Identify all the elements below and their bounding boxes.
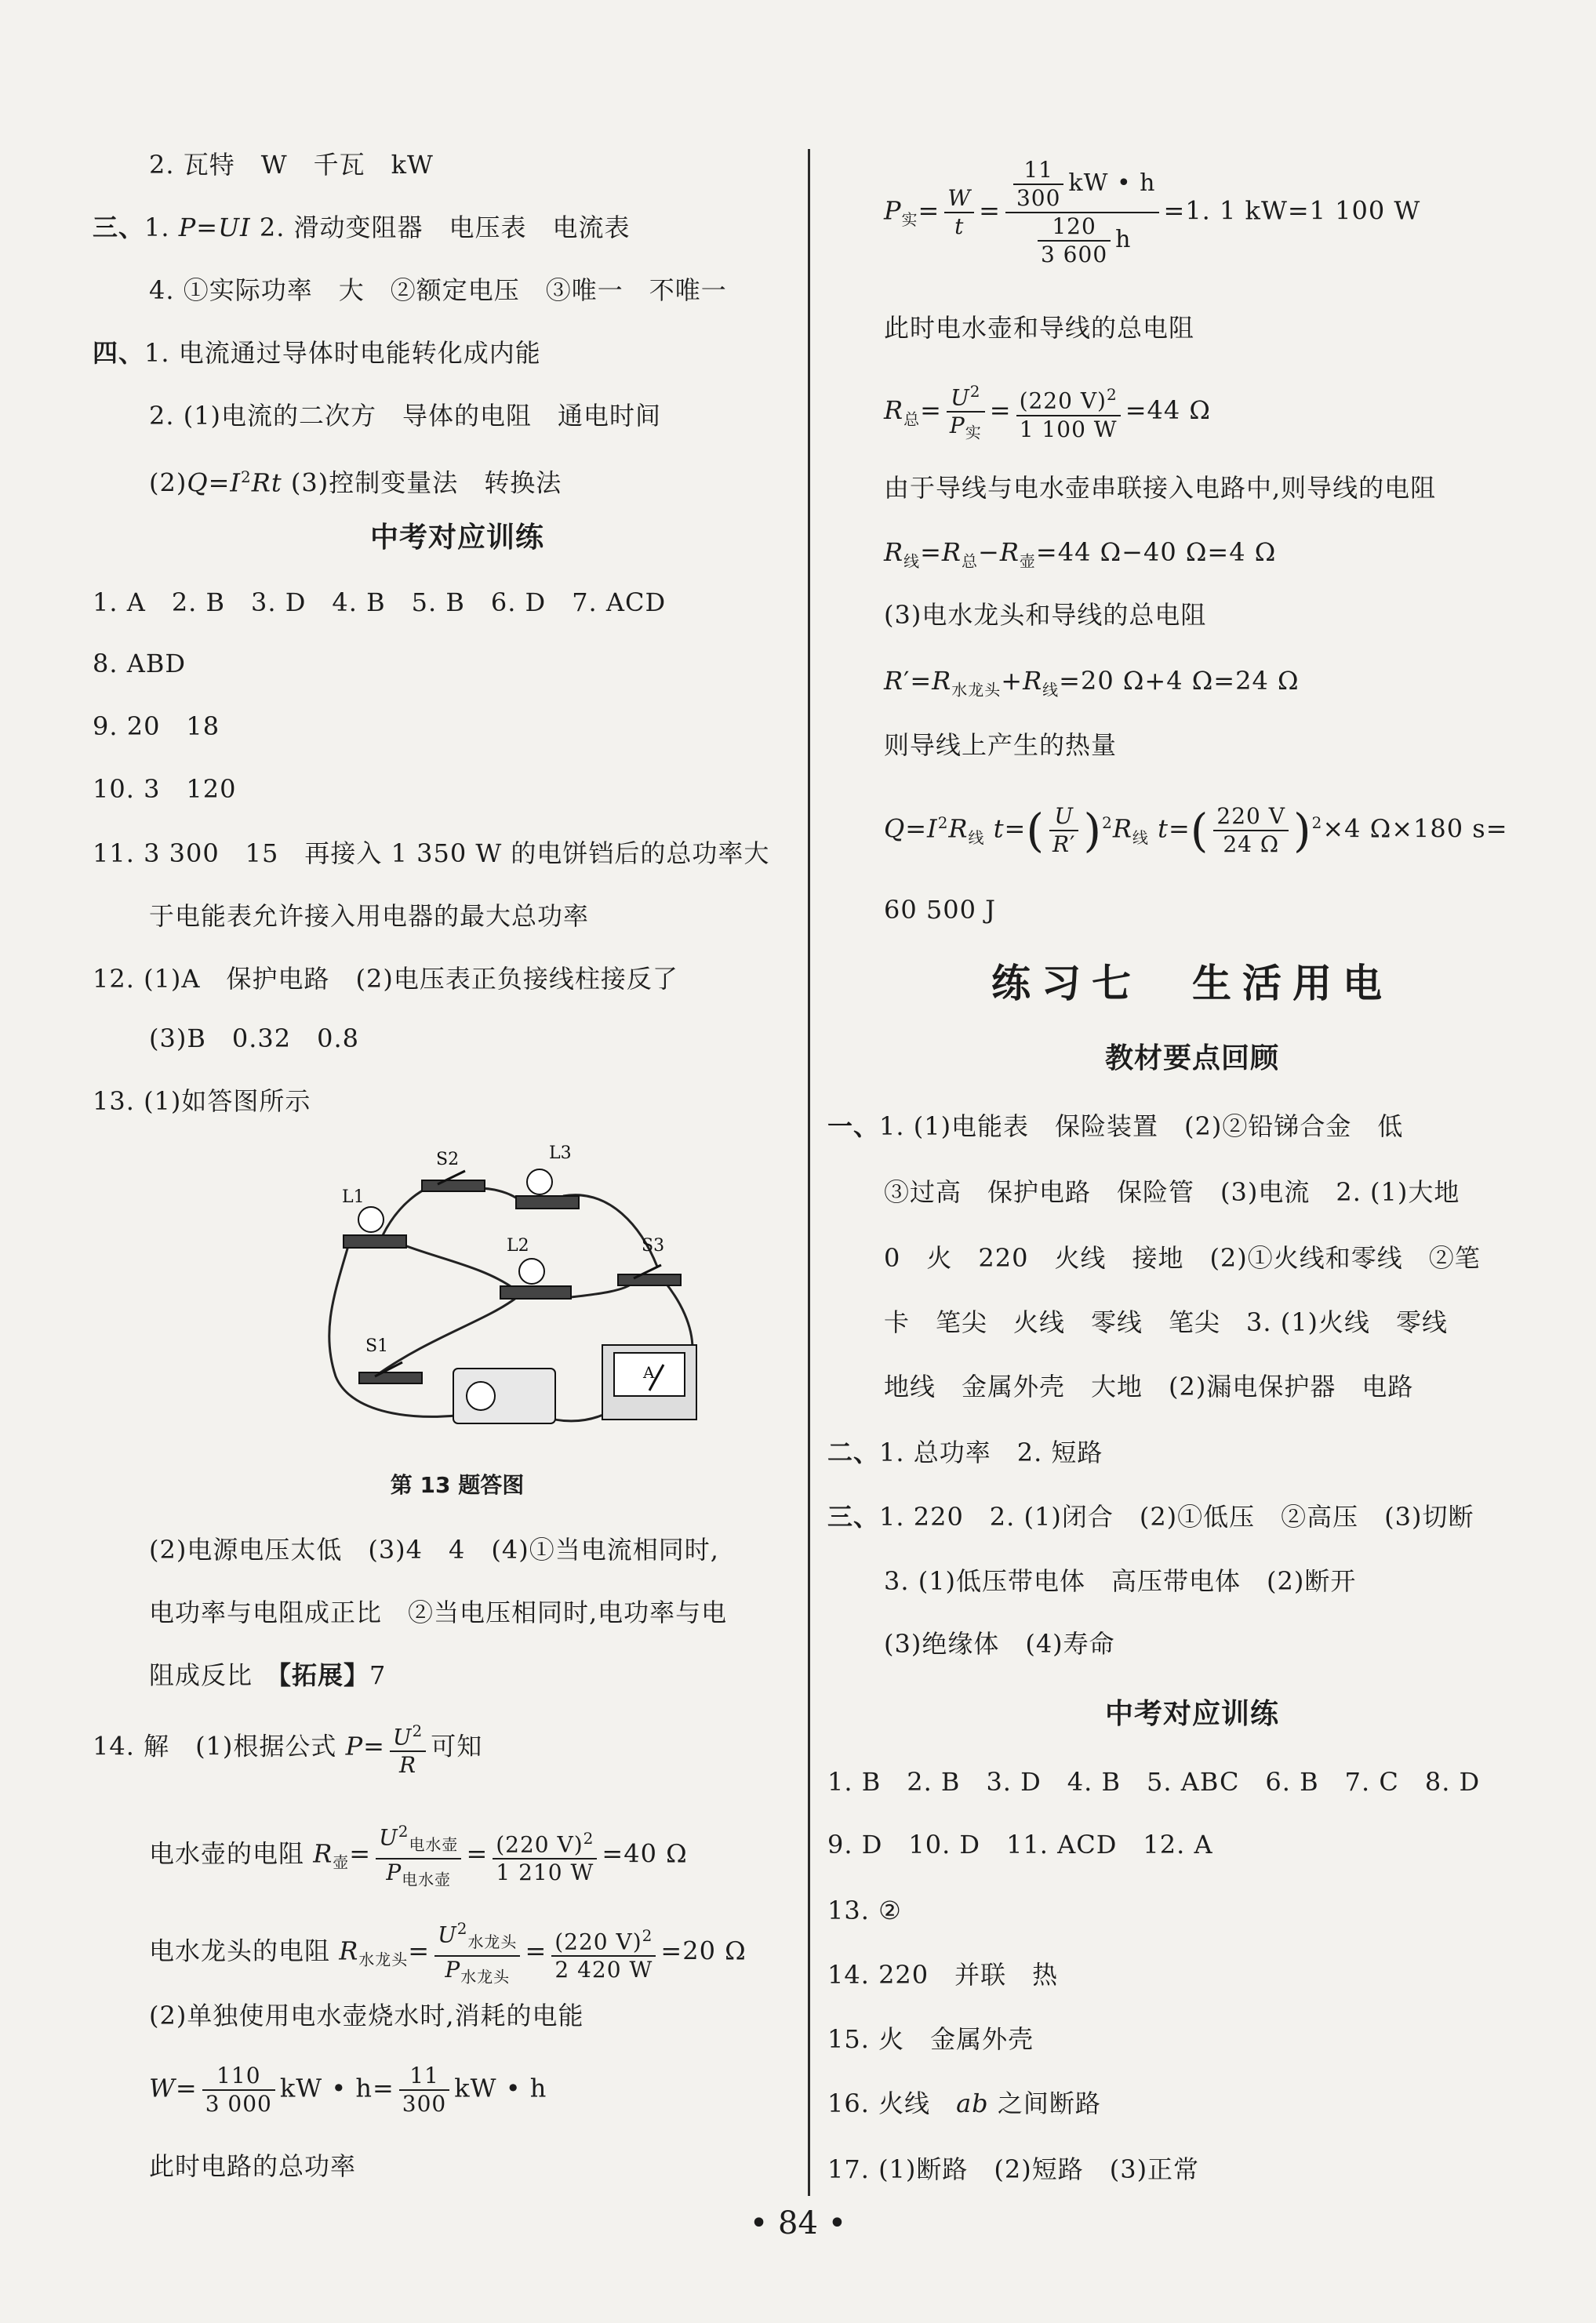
text-line: 11. 3 300 15 再接入 1 350 W 的电饼铛后的总功率大 — [93, 838, 770, 868]
text-line: 卡 笔尖 火线 零线 笔尖 3. (1)火线 零线 — [884, 1307, 1449, 1337]
text-line: 四、1. 电流通过导体时电能转化成内能 — [93, 338, 541, 368]
lamp-l2-base — [500, 1286, 571, 1299]
text-line: 2. 瓦特 W 千瓦 kW — [149, 150, 434, 180]
text-line: 13. (1)如答图所示 — [93, 1086, 311, 1116]
formula-line: 电水壶的电阻 $R_壶=$ $\frac{U^2_{电水壶}}{P_{电水壶}}$ = $\frac{(220 V)^2}{1 210 W}$ =40 Ω — [93, 1818, 688, 1893]
text-line: 三、1. P=UI 2. 滑动变阻器 电压表 电流表 — [93, 213, 631, 242]
section-title: 中考对应训练 — [369, 522, 544, 554]
text-line: 三、1. 220 2. (1)闭合 (2)①低压 ②高压 (3)切断 — [827, 1502, 1474, 1532]
text-line: 由于导线与电水壶串联接入电路中,则导线的电阻 — [884, 473, 1437, 503]
switch-s3-base — [618, 1274, 681, 1285]
text-line: 此时电路的总功率 — [149, 2151, 357, 2181]
formula-line: $R'=R_{水龙头}+R_线=20$ Ω+4 Ω=24 Ω — [884, 666, 1300, 700]
text-line: $(2)Q=I^2Rt$ (3)控制变量法 转换法 — [149, 467, 562, 498]
text-line: 13. ② — [827, 1896, 902, 1925]
text-line: 地线 金属外壳 大地 (2)漏电保护器 电路 — [884, 1372, 1414, 1401]
lamp-l2-bulb — [519, 1259, 544, 1284]
figure-label-s1: S1 — [365, 1336, 389, 1356]
text-line: 则导线上产生的热量 — [884, 730, 1118, 760]
lamp-l1-base — [344, 1235, 406, 1248]
text-line: ③过高 保护电路 保险管 (3)电流 2. (1)大地 — [884, 1177, 1460, 1207]
section-heading: 三、 — [93, 213, 145, 242]
circuit-diagram — [304, 1141, 743, 1431]
text-line: 8. ABD — [93, 649, 186, 678]
text-line: 阻成反比 【拓展】7 — [149, 1660, 387, 1690]
text-line: 16. 火线 ab 之间断路 — [827, 2089, 1101, 2118]
lamp-l3-bulb — [527, 1169, 552, 1194]
text-line: (3)电水龙头和导线的总电阻 — [884, 600, 1207, 630]
text-line: 9. D 10. D 11. ACD 12. A — [827, 1830, 1213, 1859]
switch-s1-base — [359, 1372, 422, 1383]
text-line: 12. (1)A 保护电路 (2)电压表正负接线柱接反了 — [93, 964, 678, 994]
section-title: 教材要点回顾 — [1104, 1042, 1279, 1074]
column-divider — [808, 149, 810, 2196]
svg-text:A: A — [643, 1363, 655, 1382]
power-knob — [467, 1382, 495, 1410]
text-line: 1. B 2. B 3. D 4. B 5. ABC 6. B 7. C 8. D — [827, 1767, 1481, 1797]
text-line: 此时电水壶和导线的总电阻 — [884, 313, 1195, 343]
text-line: 60 500 J — [884, 895, 996, 925]
wire — [398, 1243, 516, 1290]
text-line: (2)电源电压太低 (3)4 4 (4)①当电流相同时, — [149, 1535, 719, 1565]
text-line: 1. A 2. B 3. D 4. B 5. B 6. D 7. ACD — [93, 587, 667, 617]
text-line: 17. (1)断路 (2)短路 (3)正常 — [827, 2154, 1200, 2184]
formula-line: $Q=I^2R_线$ t=( $\frac{U}{R'}$ )$^2R_线$ t=( $\frac{220 V}{24 \Omega}$ )$^2$×4 Ω×180 s= — [884, 803, 1508, 857]
text-line: 15. 火 金属外壳 — [827, 2024, 1034, 2054]
text-line: 一、1. (1)电能表 保险装置 (2)②铅锑合金 低 — [827, 1111, 1404, 1141]
figure-label-s2: S2 — [436, 1150, 460, 1169]
lamp-l1-bulb — [358, 1207, 384, 1232]
formula-line: $R_总=$ $\frac{U^2}{P_实}$ = $\frac{(220 V)^2}{1 100 W}$ =44 Ω — [827, 378, 1211, 446]
text-line: (3)绝缘体 (4)寿命 — [884, 1629, 1115, 1659]
figure-caption: 第 13 题答图 — [390, 1472, 525, 1498]
section-heading: 四、 — [93, 338, 145, 368]
text-line: 9. 20 18 — [93, 711, 220, 741]
text-line: 二、1. 总功率 2. 短路 — [827, 1438, 1103, 1467]
text-line: 3. (1)低压带电体 高压带电体 (2)断开 — [884, 1566, 1357, 1596]
section-title: 中考对应训练 — [1104, 1698, 1279, 1730]
switch-s2-base — [422, 1180, 485, 1191]
formula-line: 电水龙头的电阻 $R_{水龙头}=$ $\frac{U^2_{水龙头}}{P_{水龙头}}$ = $\frac{(220 V)^2}{2 420 W}$ =20 Ω — [93, 1915, 747, 1990]
text-line: 电功率与电阻成正比 ②当电压相同时,电功率与电 — [149, 1598, 728, 1627]
text-line: 4. ①实际功率 大 ②额定电压 ③唯一 不唯一 — [149, 275, 727, 305]
text-line: 14. 220 并联 热 — [827, 1960, 1059, 1990]
figure-label-l3: L3 — [549, 1143, 572, 1163]
formula-line: 14. 解 (1)根据公式 P= $\frac{U^2}{R}$ 可知 — [93, 1718, 482, 1779]
text-line: 0 火 220 火线 接地 (2)①火线和零线 ②笔 — [884, 1243, 1481, 1273]
page-number: • 84 • — [749, 2205, 847, 2241]
text-line: (2)单独使用电水壶烧水时,消耗的电能 — [149, 2001, 584, 2030]
figure-label-s3: S3 — [642, 1236, 665, 1256]
text-line: 10. 3 120 — [93, 774, 237, 804]
figure-label-l2: L2 — [507, 1236, 529, 1256]
text-line: 2. (1)电流的二次方 导体的电阻 通电时间 — [149, 401, 662, 431]
text-line: 于电能表允许接入用电器的最大总功率 — [149, 901, 590, 931]
formula-line: $R_线=R_总-R_壶=44$ Ω−40 Ω=4 Ω — [884, 537, 1277, 571]
formula-line: W= $\frac{110}{3 000}$ kW • h= $\frac{11}{300}$ kW • h — [149, 2063, 547, 2117]
formula-line: $P_实=$ $\frac{W}{t}$ = $\frac{11}{300}$ kW • h $\frac{120}{3 600}$ h =1. 1 kW=1 100 W — [884, 157, 1421, 267]
figure-label-l1: L1 — [342, 1187, 365, 1207]
chapter-title: 练习七 生活用电 — [991, 961, 1393, 1006]
text-line: (3)B 0.32 0.8 — [149, 1023, 359, 1053]
lamp-l3-base — [516, 1196, 579, 1209]
